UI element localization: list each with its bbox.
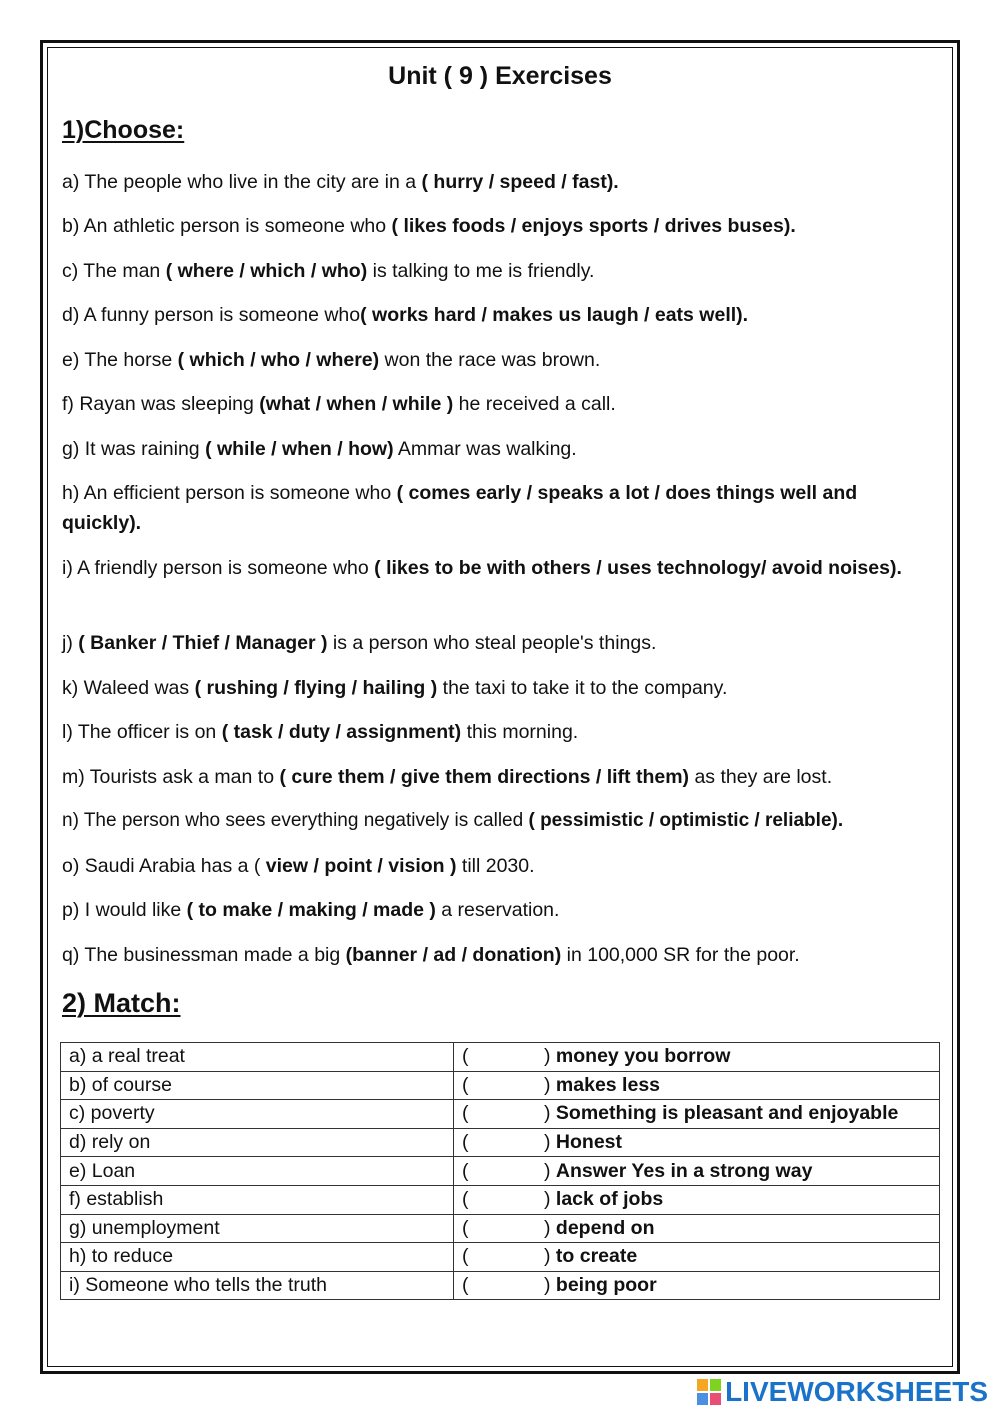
question-g: g) It was raining ( while / when / how) Ammar was walking. [62, 438, 577, 460]
question-b: b) An athletic person is someone who ( likes foods / enjoys sports / drives buses). [62, 215, 796, 237]
match-answer-slot[interactable]: ( [462, 1245, 469, 1268]
match-term: a) a real treat [61, 1043, 454, 1072]
match-row [61, 1128, 940, 1157]
match-definition-cell: ( ) to create [454, 1243, 940, 1272]
match-answer-slot[interactable]: ( [462, 1073, 469, 1096]
question-q: q) The businessman made a big (banner / ad / donation) in 100,000 SR for the poor. [62, 944, 800, 966]
match-definition-cell: ( ) depend on [454, 1214, 940, 1243]
match-definition: Answer Yes in a strong way [555, 1159, 813, 1182]
question-l: l) The officer is on ( task / duty / assignment) this morning. [62, 721, 579, 743]
choice-b[interactable]: ( likes foods / enjoys sports / drives buses). [391, 215, 796, 237]
choice-p[interactable]: ( to make / making / made ) [186, 899, 436, 921]
match-definition: Something is pleasant and enjoyable [555, 1102, 899, 1125]
question-j: j) ( Banker / Thief / Manager ) is a person who steal people's things. [62, 632, 657, 654]
match-definition: money you borrow [555, 1045, 731, 1068]
question-p: p) I would like ( to make / making / made ) a reservation. [62, 899, 560, 921]
match-row [61, 1214, 940, 1243]
choice-d[interactable]: ( works hard / makes us laugh / eats well). [360, 304, 749, 326]
liveworksheets-logo [697, 1376, 988, 1408]
choice-l[interactable]: ( task / duty / assignment) [221, 721, 462, 743]
match-answer-slot[interactable]: ( [462, 1131, 469, 1154]
match-row [61, 1243, 940, 1272]
page-title: Unit ( 9 ) Exercises [388, 62, 612, 90]
choice-o[interactable]: view / point / vision ) [265, 855, 457, 877]
match-definition: depend on [555, 1216, 655, 1239]
match-row [61, 1271, 940, 1300]
match-row [61, 1071, 940, 1100]
question-d: d) A funny person is someone who( works hard / makes us laugh / eats well). [62, 304, 749, 326]
match-definition-cell: ( ) being poor [454, 1271, 940, 1300]
choice-h[interactable]: ( comes early / speaks a lot / does things well and quickly). [62, 482, 858, 534]
match-definition-cell: ( ) money you borrow [454, 1043, 940, 1072]
match-term: c) poverty [61, 1100, 454, 1129]
section-match-heading: 2) Match: [62, 988, 181, 1018]
choice-q[interactable]: (banner / ad / donation) [345, 944, 562, 966]
choice-n[interactable]: ( pessimistic / optimistic / reliable). [528, 810, 844, 831]
question-h: h) An efficient person is someone who ( comes early / speaks a lot / does things well and quickly). [62, 482, 858, 534]
match-answer-slot[interactable]: ( [462, 1045, 469, 1068]
question-a: a) The people who live in the city are in a ( hurry / speed / fast). [62, 171, 619, 193]
match-answer-slot[interactable]: ( [462, 1159, 469, 1182]
question-n: n) The person who sees everything negatively is called ( pessimistic / optimistic / reliable). [62, 810, 844, 831]
question-o: o) Saudi Arabia has a ( view / point / vision ) till 2030. [62, 855, 535, 877]
question-k: k) Waleed was ( rushing / flying / hailing ) the taxi to take it to the company. [62, 677, 728, 699]
match-table [60, 1042, 940, 1300]
question-m: m) Tourists ask a man to ( cure them / give them directions / lift them) as they are lost. [62, 766, 833, 788]
match-term: b) of course [61, 1071, 454, 1100]
brand-text: LIVEWORKSHEETS [725, 1376, 988, 1407]
match-definition: to create [555, 1245, 638, 1268]
match-row [61, 1100, 940, 1129]
match-definition: lack of jobs [555, 1188, 664, 1211]
choice-k[interactable]: ( rushing / flying / hailing ) [194, 677, 438, 699]
match-row [61, 1185, 940, 1214]
choice-a[interactable]: ( hurry / speed / fast). [421, 171, 619, 193]
choice-e[interactable]: ( which / who / where) [177, 349, 380, 371]
choice-c[interactable]: ( where / which / who) [165, 260, 368, 282]
choice-j[interactable]: ( Banker / Thief / Manager ) [78, 632, 328, 654]
match-definition-cell: ( ) Something is pleasant and enjoyable [454, 1100, 940, 1129]
match-definition: makes less [555, 1073, 661, 1096]
match-definition-cell: ( ) makes less [454, 1071, 940, 1100]
match-definition-cell: ( ) Honest [454, 1128, 940, 1157]
match-definition: being poor [555, 1274, 657, 1297]
section-choose-heading: 1)Choose: [62, 116, 185, 144]
match-definition-cell: ( ) lack of jobs [454, 1185, 940, 1214]
question-c: c) The man ( where / which / who) is talking to me is friendly. [62, 260, 595, 282]
choice-i[interactable]: ( likes to be with others / uses technology/ avoid noises). [374, 557, 902, 579]
question-i: i) A friendly person is someone who ( likes to be with others / uses technology/ avoid noises). [62, 557, 902, 579]
question-e: e) The horse ( which / who / where) won the race was brown. [62, 349, 601, 371]
match-term: g) unemployment [61, 1214, 454, 1243]
match-definition: Honest [555, 1131, 623, 1154]
question-f: f) Rayan was sleeping (what / when / while ) he received a call. [62, 393, 616, 415]
match-term: d) rely on [61, 1128, 454, 1157]
choice-g[interactable]: ( while / when / how) [205, 438, 394, 460]
match-term: f) establish [61, 1185, 454, 1214]
match-answer-slot[interactable]: ( [462, 1188, 469, 1211]
choice-m[interactable]: ( cure them / give them directions / lift them) [279, 766, 690, 788]
match-answer-slot[interactable]: ( [462, 1274, 469, 1297]
blocks-icon [697, 1379, 721, 1405]
match-row [61, 1043, 940, 1072]
match-term: h) to reduce [61, 1243, 454, 1272]
match-term: e) Loan [61, 1157, 454, 1186]
match-answer-slot[interactable]: ( [462, 1102, 469, 1125]
match-row [61, 1157, 940, 1186]
choice-f[interactable]: (what / when / while ) [259, 393, 454, 415]
match-definition-cell: ( ) Answer Yes in a strong way [454, 1157, 940, 1186]
match-term: i) Someone who tells the truth [61, 1271, 454, 1300]
match-answer-slot[interactable]: ( [462, 1216, 469, 1239]
